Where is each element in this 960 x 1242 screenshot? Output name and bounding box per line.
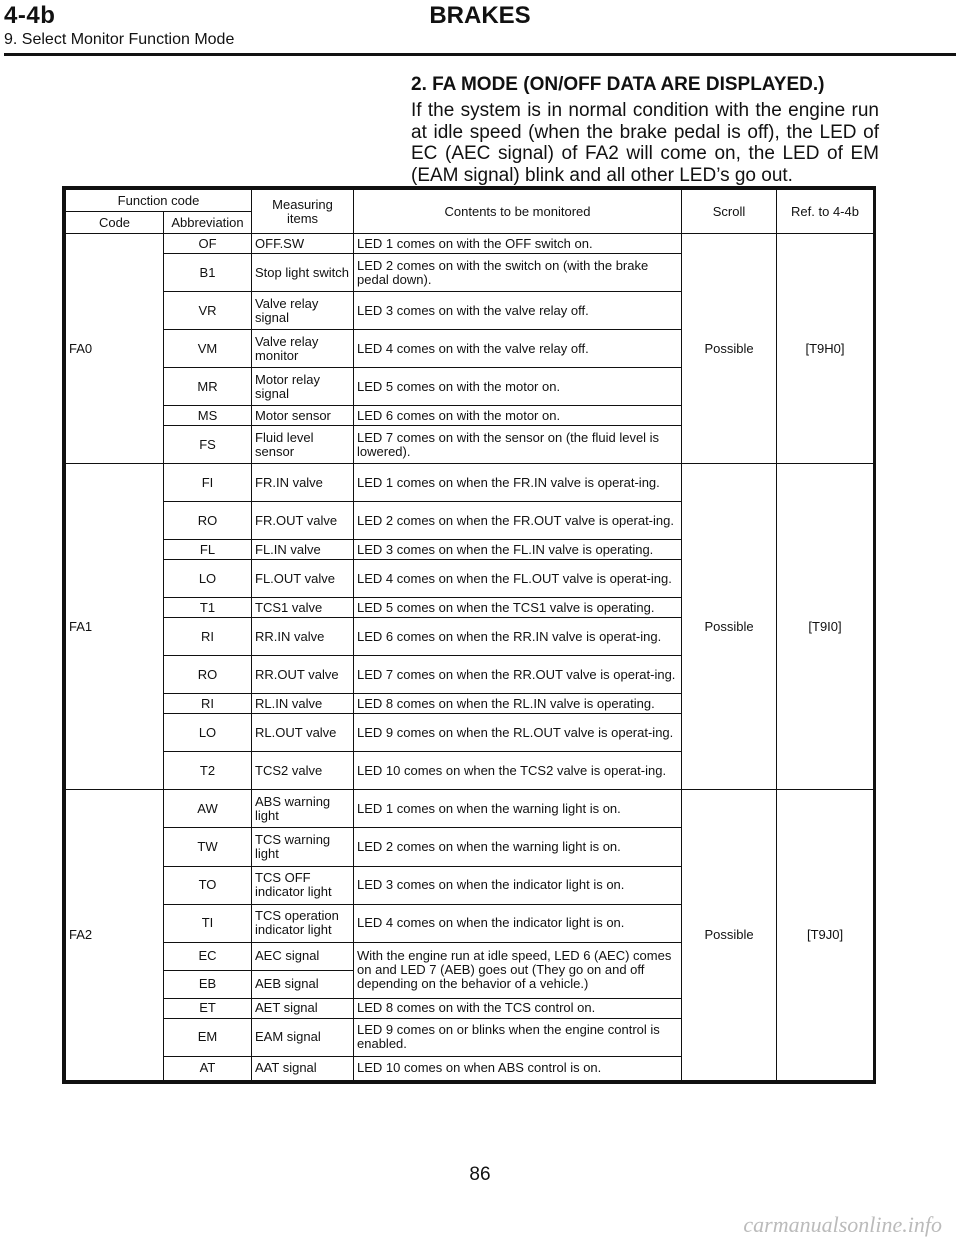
abbr-cell: EB bbox=[164, 970, 252, 998]
abbr-cell: VM bbox=[164, 330, 252, 368]
abbr-cell: AW bbox=[164, 790, 252, 828]
content-cell: LED 5 comes on with the motor on. bbox=[354, 368, 682, 406]
item-cell: TCS2 valve bbox=[252, 752, 354, 790]
content-cell: LED 3 comes on when the indicator light is on. bbox=[354, 866, 682, 904]
item-cell: TCS OFF indicator light bbox=[252, 866, 354, 904]
abbr-cell: RI bbox=[164, 618, 252, 656]
abbr-cell: MR bbox=[164, 368, 252, 406]
content-cell: LED 1 comes on when the warning light is on. bbox=[354, 790, 682, 828]
content-cell: LED 2 comes on with the switch on (with the brake pedal down). bbox=[354, 254, 682, 292]
section-heading: 2. FA MODE (ON/OFF DATA ARE DISPLAYED.) bbox=[411, 74, 825, 95]
abbr-cell: FI bbox=[164, 464, 252, 502]
abbr-cell: T1 bbox=[164, 598, 252, 618]
item-cell: TCS operation indicator light bbox=[252, 904, 354, 942]
content-cell: LED 1 comes on when the FR.IN valve is operat-ing. bbox=[354, 464, 682, 502]
content-cell: LED 4 comes on with the valve relay off. bbox=[354, 330, 682, 368]
page-title: BRAKES bbox=[429, 2, 531, 29]
content-cell: LED 5 comes on when the TCS1 valve is operating. bbox=[354, 598, 682, 618]
item-cell: TCS warning light bbox=[252, 828, 354, 866]
item-cell: Stop light switch bbox=[252, 254, 354, 292]
item-cell: AEB signal bbox=[252, 970, 354, 998]
abbr-cell: EC bbox=[164, 942, 252, 970]
content-cell: LED 4 comes on when the FL.OUT valve is operat-ing. bbox=[354, 560, 682, 598]
item-cell: OFF.SW bbox=[252, 234, 354, 254]
abbr-cell: RI bbox=[164, 694, 252, 714]
item-cell: Valve relay monitor bbox=[252, 330, 354, 368]
item-cell: AEC signal bbox=[252, 942, 354, 970]
ref-header: Ref. to 4-4b bbox=[777, 190, 874, 234]
content-cell: LED 6 comes on when the RR.IN valve is operat-ing. bbox=[354, 618, 682, 656]
item-cell: FR.IN valve bbox=[252, 464, 354, 502]
item-cell: Motor sensor bbox=[252, 406, 354, 426]
scroll-cell: Possible bbox=[682, 234, 777, 464]
abbr-cell: TI bbox=[164, 904, 252, 942]
intro-paragraph: If the system is in normal condition with the engine run at idle speed (when the brake pedal is off), the LED of EC (AEC signal) of FA2 will come on, the LED of EM (EAM signal) blink and all other LED’s go out. bbox=[411, 100, 879, 186]
abbr-cell: B1 bbox=[164, 254, 252, 292]
ref-cell: [T9I0] bbox=[777, 464, 874, 790]
abbr-cell: LO bbox=[164, 714, 252, 752]
ref-cell: [T9J0] bbox=[777, 790, 874, 1081]
content-cell: LED 3 comes on when the FL.IN valve is operating. bbox=[354, 540, 682, 560]
content-cell: LED 1 comes on with the OFF switch on. bbox=[354, 234, 682, 254]
watermark: carmanualsonline.info bbox=[743, 1212, 942, 1237]
item-cell: Valve relay signal bbox=[252, 292, 354, 330]
scroll-header: Scroll bbox=[682, 190, 777, 234]
abbr-cell: TW bbox=[164, 828, 252, 866]
abbr-cell: FS bbox=[164, 426, 252, 464]
content-cell: LED 8 comes on with the TCS control on. bbox=[354, 998, 682, 1018]
scroll-cell: Possible bbox=[682, 790, 777, 1081]
content-cell: LED 4 comes on when the indicator light is on. bbox=[354, 904, 682, 942]
item-cell: Fluid level sensor bbox=[252, 426, 354, 464]
scroll-cell: Possible bbox=[682, 464, 777, 790]
function-code-header: Function code bbox=[66, 190, 252, 212]
code-header: Code bbox=[66, 212, 164, 234]
content-cell: LED 9 comes on when the RL.OUT valve is operat-ing. bbox=[354, 714, 682, 752]
item-cell: AET signal bbox=[252, 998, 354, 1018]
item-cell: RL.OUT valve bbox=[252, 714, 354, 752]
content-cell: LED 9 comes on or blinks when the engine control is enabled. bbox=[354, 1018, 682, 1056]
group-code: FA0 bbox=[66, 234, 164, 464]
measuring-items-header: Measuring items bbox=[252, 190, 354, 234]
page-subtitle: 9. Select Monitor Function Mode bbox=[4, 31, 235, 48]
abbr-cell: RO bbox=[164, 502, 252, 540]
abbr-cell: TO bbox=[164, 866, 252, 904]
ref-cell: [T9H0] bbox=[777, 234, 874, 464]
abbr-cell: LO bbox=[164, 560, 252, 598]
content-cell: LED 7 comes on with the sensor on (the fluid level is lowered). bbox=[354, 426, 682, 464]
item-cell: RR.OUT valve bbox=[252, 656, 354, 694]
content-cell: LED 3 comes on with the valve relay off. bbox=[354, 292, 682, 330]
item-cell: RR.IN valve bbox=[252, 618, 354, 656]
contents-header: Contents to be monitored bbox=[354, 190, 682, 234]
item-cell: Motor relay signal bbox=[252, 368, 354, 406]
abbr-cell: ET bbox=[164, 998, 252, 1018]
abbr-cell: OF bbox=[164, 234, 252, 254]
content-cell: LED 7 comes on when the RR.OUT valve is operat-ing. bbox=[354, 656, 682, 694]
group-code: FA1 bbox=[66, 464, 164, 790]
abbreviation-header: Abbreviation bbox=[164, 212, 252, 234]
content-cell: LED 8 comes on when the RL.IN valve is operating. bbox=[354, 694, 682, 714]
abbr-cell: RO bbox=[164, 656, 252, 694]
fa-mode-table bbox=[62, 186, 876, 1084]
content-cell: With the engine run at idle speed, LED 6 (AEC) comes on and LED 7 (AEB) goes out (They go on and off depending on the behavior of a vehicle.) bbox=[354, 942, 682, 998]
item-cell: ABS warning light bbox=[252, 790, 354, 828]
abbr-cell: MS bbox=[164, 406, 252, 426]
item-cell: FL.OUT valve bbox=[252, 560, 354, 598]
item-cell: FL.IN valve bbox=[252, 540, 354, 560]
item-cell: FR.OUT valve bbox=[252, 502, 354, 540]
content-cell: LED 10 comes on when the TCS2 valve is operat-ing. bbox=[354, 752, 682, 790]
abbr-cell: T2 bbox=[164, 752, 252, 790]
group-code: FA2 bbox=[66, 790, 164, 1081]
content-cell: LED 6 comes on with the motor on. bbox=[354, 406, 682, 426]
section-code: 4-4b bbox=[4, 2, 56, 29]
abbr-cell: AT bbox=[164, 1056, 252, 1080]
abbr-cell: FL bbox=[164, 540, 252, 560]
item-cell: TCS1 valve bbox=[252, 598, 354, 618]
item-cell: EAM signal bbox=[252, 1018, 354, 1056]
item-cell: AAT signal bbox=[252, 1056, 354, 1080]
item-cell: RL.IN valve bbox=[252, 694, 354, 714]
header-rule bbox=[4, 53, 956, 56]
content-cell: LED 10 comes on when ABS control is on. bbox=[354, 1056, 682, 1080]
page-number: 86 bbox=[469, 1164, 491, 1185]
abbr-cell: VR bbox=[164, 292, 252, 330]
content-cell: LED 2 comes on when the FR.OUT valve is operat-ing. bbox=[354, 502, 682, 540]
abbr-cell: EM bbox=[164, 1018, 252, 1056]
content-cell: LED 2 comes on when the warning light is on. bbox=[354, 828, 682, 866]
